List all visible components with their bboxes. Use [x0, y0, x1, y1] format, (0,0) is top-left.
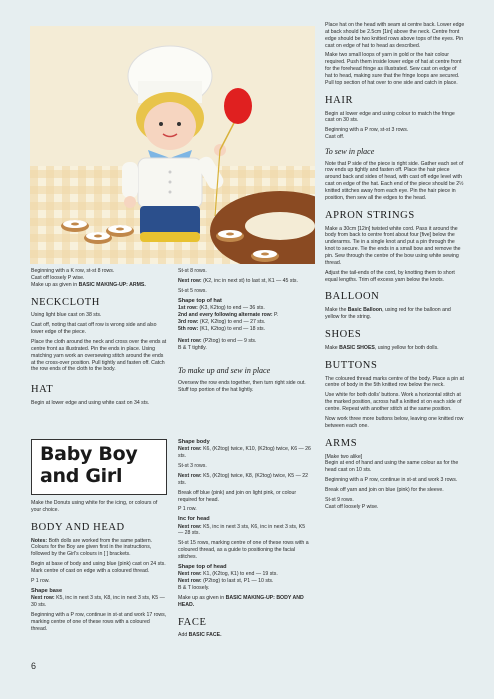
heading-face: FACE	[178, 616, 207, 628]
text: Break off yarn and join on blue (pink) for the sleeve.	[325, 486, 444, 493]
text: 5th row:	[178, 325, 199, 332]
heading-buttons: BUTTONS	[325, 359, 378, 371]
text: (P2tog) to last st, P1 — 10 sts.	[201, 578, 274, 585]
text: Basic Balloon	[347, 307, 383, 314]
left-column	[31, 268, 167, 410]
text: K5, (K2tog) twice, K8, (K2tog) twice, K5 — 22 sts.	[178, 472, 309, 486]
heading-arms: ARMS	[325, 437, 358, 449]
heading-sew: To sew in place	[325, 147, 375, 157]
text: K1, (K2tog, K1) to end — 19 sts.	[201, 571, 278, 578]
heading-neckcloth: NECKCLOTH	[31, 296, 100, 308]
text: Cast off loosely P wise.	[325, 503, 379, 510]
text: Begin at base of body and using blue (pink) cast on 24 sts. Mark centre of cast on edge with a coloured thread.	[31, 561, 166, 575]
heading-apron: APRON STRINGS	[325, 209, 415, 221]
text: K5, inc in next 3 sts, K8, inc in next 3 sts, K5 — 30 sts.	[31, 595, 165, 608]
text: St-st 15 rows, marking centre of one of these rows with a coloured thread, as a guide to positioning the facial stitches.	[178, 540, 309, 561]
text: Begin at end of hand and using the same colour as for the head cast on 10 sts.	[325, 460, 459, 474]
text: Beginning with a P row, continue in st-st and work 17 rows, marking centre of one of these rows with a coloured thread.	[31, 611, 167, 632]
page-number: 6	[31, 661, 37, 671]
text: P 1 row.	[31, 577, 50, 584]
subheading: Shape body	[178, 439, 210, 445]
text: St-st 8 rows.	[178, 268, 207, 274]
text: The coloured thread marks centre of the body. Place a pin at centre of body in the 5th knitted row below the neck.	[325, 375, 464, 389]
text: Notes:	[31, 537, 48, 544]
heading-make-up: To make up and sew in place	[178, 366, 271, 376]
text: Next row:	[178, 523, 202, 530]
text: Place the cloth around the neck and cross over the ends at centre front as illustrated. Pin the ends in place. Using matching yarn work an oversewing stitch around the ends at the cross-over position. Pull tightly and fasten off. Catch the row ends of the cloth to the body.	[31, 339, 167, 373]
heading-shoes: SHOES	[325, 329, 362, 341]
text: P.	[272, 311, 279, 318]
title-line: and Girl	[40, 464, 123, 487]
text: BASIC MAKING-UP: BODY AND HEAD.	[178, 594, 304, 608]
text: Use white for both dolls' buttons. Work a horizontal stitch at the marked position, across half a knitted st on each side of centre. Repeat with another stitch at the same position.	[325, 392, 462, 413]
text: Oversew the row ends together, then turn right side out. Stuff top portion of the hat lightly.	[178, 379, 306, 393]
text: Cast off loosely P wise.	[31, 274, 85, 281]
left-column-lower	[31, 500, 167, 635]
text: (P2tog) to end — 9 sts.	[201, 338, 257, 345]
text: Next row:	[178, 338, 202, 345]
text: , using yellow for both dolls.	[374, 344, 439, 351]
heading-body-head: BODY AND HEAD	[31, 521, 125, 533]
text: Both dolls are worked from the same pattern. Colours for the Boy are given first in the instructions, followed by the Girl's colours in [ ] brackets.	[31, 537, 153, 558]
text: Make a 30cm [12in] twisted white cord. Pass it around the body from back to centre front about four [five] below the underarms. Tie in a single knot and put a pin through the knot to secure. Tie the ends in a small bow and remove the pin. Sew through the centre of the bow using white sewing thread.	[325, 225, 461, 266]
middle-column-lower	[178, 439, 311, 642]
text: St-st 3 rows.	[178, 463, 207, 470]
text: Cast off.	[325, 134, 345, 141]
heading-balloon: BALLOON	[325, 291, 380, 303]
subheading: Shape top of hat	[178, 297, 222, 304]
middle-column	[178, 268, 311, 396]
text: Make two small loops of yarn in gold or the hair colour required. Push them inside lower edge of hat at centre front for the forehead fringe as illustrated. Sew cast on edge of hat to head, making sure that the fringe loops are secured. Pull top section of hat over to one side and catch in place.	[325, 52, 462, 86]
text: Beginning with a P row, continue in st-st and work 3 rows.	[325, 477, 458, 484]
subheading: Shape base	[31, 587, 63, 594]
text: Break off blue (pink) and join on light pink, or colour required for head.	[178, 489, 297, 503]
text: [Make two alike]	[325, 453, 363, 460]
text: Begin at lower edge and using colour to match the fringe cast on 30 sts.	[325, 110, 455, 124]
text: BASIC FACE.	[188, 632, 222, 639]
text: P 1 row.	[178, 506, 197, 513]
right-column	[325, 22, 465, 514]
text: 2nd and every following alternate row:	[178, 311, 273, 318]
text: 3rd row:	[178, 318, 199, 325]
text: Make up as given in	[178, 594, 226, 601]
text: B & T loosely.	[178, 585, 210, 592]
text: Adjust the tail-ends of the cord, by knotting them to short equal lengths. Trim off excess yarn below the knots.	[325, 269, 455, 283]
text: Make the	[325, 307, 348, 314]
text: Make the Donuts using white for the icing, or colours of your choice.	[31, 500, 158, 513]
text: (K1, K2tog) to end — 18 sts.	[198, 325, 266, 332]
text: Next row:	[178, 571, 202, 578]
text: Next row:	[31, 595, 55, 602]
text: Begin at lower edge and using white cast on 34 sts.	[31, 400, 150, 407]
text: , using red for the balloon and yellow for the string.	[325, 307, 451, 321]
text: K5, inc in next 3 sts, K6, inc in next 3 sts, K5 — 28 sts.	[178, 523, 306, 537]
text: BASIC SHOES	[339, 344, 375, 351]
text: (K3, K2tog) to end — 36 sts.	[197, 304, 265, 311]
text: Add	[178, 632, 189, 639]
text: Cast off, noting that cast off row is wrong side and also lower edge of the piece.	[31, 322, 157, 336]
text: Using light blue cast on 38 sts.	[31, 312, 102, 319]
text: Beginning with a P row, st-st 3 rows.	[325, 127, 409, 134]
subheading: Shape top of head	[178, 563, 227, 570]
title-line: Baby Boy	[40, 443, 138, 465]
text: Make	[325, 344, 340, 351]
text: Next row:	[178, 277, 202, 284]
text: Next row:	[178, 446, 202, 453]
text: Make up as given in	[31, 281, 79, 288]
text: Note that P side of the piece is right side. Gather each set of row ends up tightly and fasten off. Place the hair piece around back and sides of head, with cast off edge level with cast on edge of the hat. Each end of the piece should be 2½ knitted stitches away from each eye. Pin the hair piece in position, then sew all the edges to the head.	[325, 160, 464, 201]
text: B & T tightly.	[178, 345, 207, 352]
text: BASIC MAKING-UP: ARMS.	[78, 281, 146, 288]
text: St-st 9 rows.	[325, 496, 354, 503]
page-title	[31, 439, 167, 495]
heading-hat: HAT	[31, 384, 54, 396]
subheading: Inc for head	[178, 516, 210, 523]
doll-photo	[30, 26, 315, 264]
heading-hair: HAIR	[325, 94, 354, 106]
text: Beginning with a K row, st-st 8 rows.	[31, 268, 115, 274]
text: Next row:	[178, 472, 202, 479]
text: (K2, inc in next st) to last st, K1 — 45 sts.	[201, 277, 298, 284]
text: Place hat on the head with seam at centre back. Lower edge at back should be 2.5cm [1in] above the neck. Centre front edge should be two knitted rows above tops of the eyes. Pin cast on edge of hat to head as described.	[325, 22, 465, 49]
text: 1st row:	[178, 304, 198, 311]
text: K6, (K2tog) twice, K10, (K2tog) twice, K6 — 26 sts.	[178, 446, 311, 460]
text: Now work three more buttons below, leaving one knitted row between each one.	[325, 415, 464, 429]
text: (K2, K2tog) to end — 27 sts.	[198, 318, 266, 325]
text: Next row:	[178, 578, 202, 585]
text: St-st 5 rows.	[178, 287, 207, 294]
